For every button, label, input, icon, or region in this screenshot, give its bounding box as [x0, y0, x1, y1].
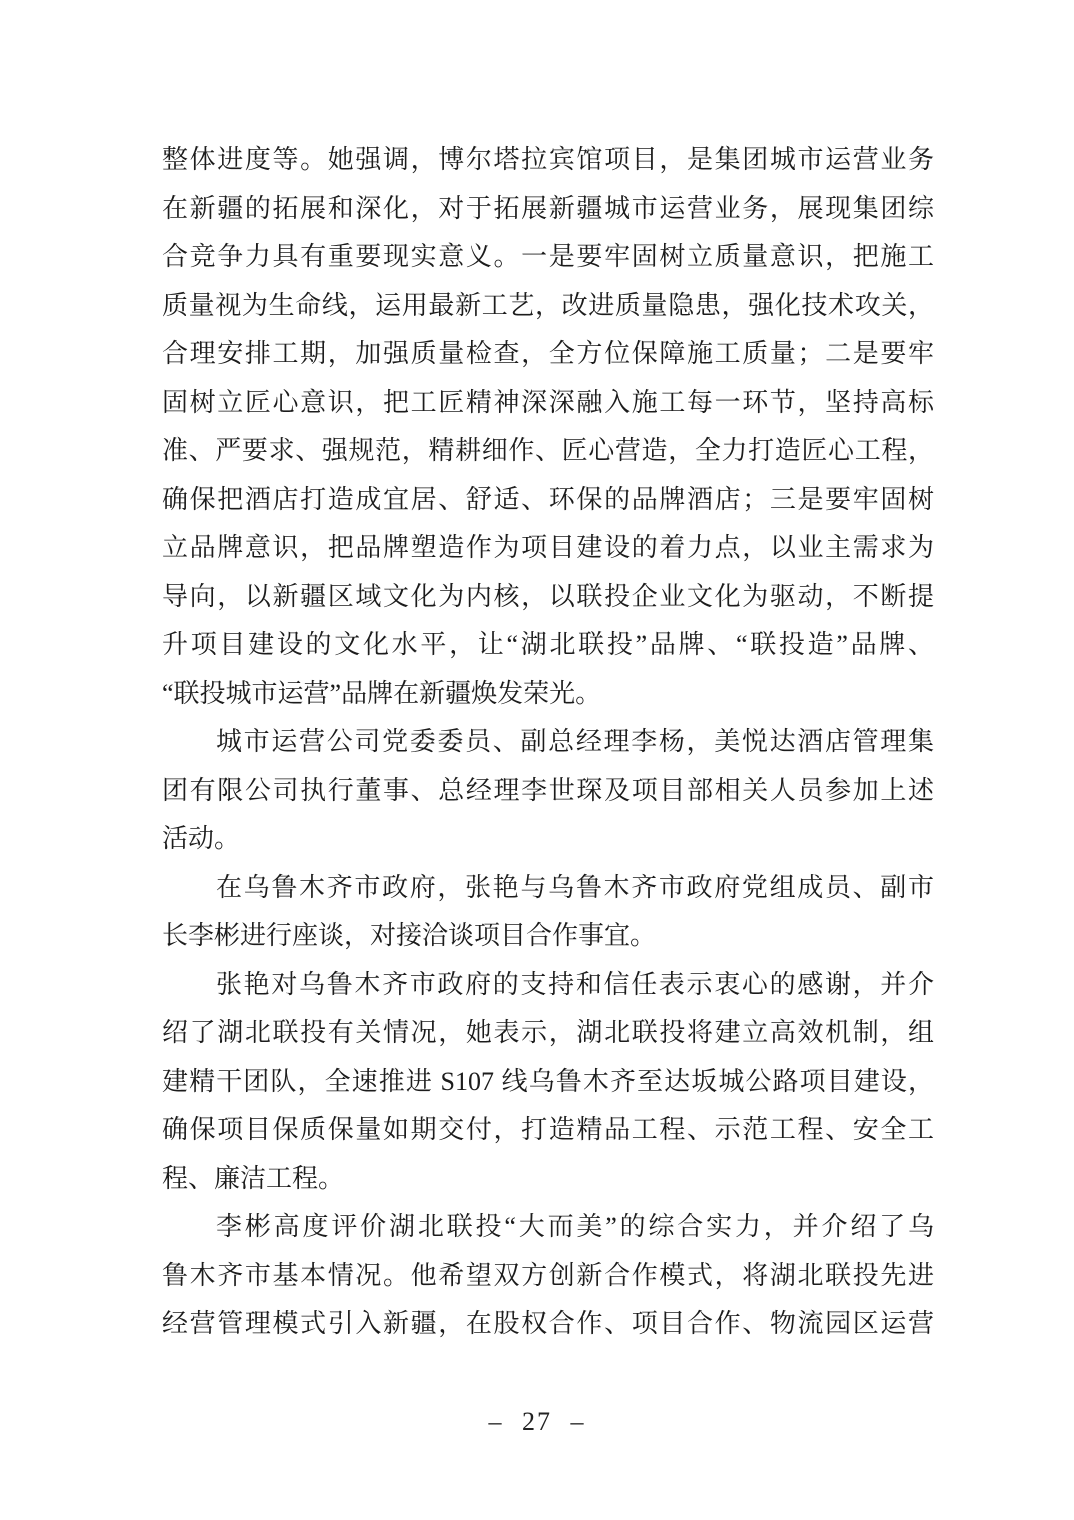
text-line: 团有限公司执行董事、总经理李世琛及项目部相关人员参加上述: [162, 775, 934, 805]
text-line: 固树立匠心意识，把工匠精神深深融入施工每一环节，坚持高标: [162, 387, 934, 417]
text-line: 合理安排工期，加强质量检查，全方位保障施工质量；二是要牢: [162, 339, 934, 368]
text-line: 鲁木齐市基本情况。他希望双方创新合作模式，将湖北联投先进: [162, 1260, 934, 1290]
text-line: 经营管理模式引入新疆，在股权合作、项目合作、物流园区运营: [162, 1309, 934, 1338]
text-line: 准、严要求、强规范，精耕细作、匠心营造，全力打造匠心工程，: [162, 436, 934, 465]
text-line: 活动。: [162, 824, 241, 853]
page-number: – 27 –: [488, 1407, 586, 1436]
text-line: 在乌鲁木齐市政府，张艳与乌鲁木齐市政府党组成员、副市: [216, 872, 934, 902]
document-text: [162, 136, 934, 1349]
text-line: 在新疆的拓展和深化，对于拓展新疆城市运营业务，展现集团综: [162, 193, 934, 223]
text-line: 确保项目保质保量如期交付，打造精品工程、示范工程、安全工: [162, 1115, 934, 1144]
text-line: 程、廉洁工程。: [162, 1163, 345, 1193]
text-line: 整体进度等。她强调，博尔塔拉宾馆项目，是集团城市运营业务: [162, 145, 934, 174]
text-line: 李彬高度评价湖北联投“大而美”的综合实力，并介绍了乌: [216, 1212, 934, 1241]
text-line: 长李彬进行座谈，对接洽谈项目合作事宜。: [162, 921, 657, 950]
text-line: 确保把酒店打造成宜居、舒适、环保的品牌酒店；三是要牢固树: [162, 484, 934, 514]
text-line: 建精干团队，全速推进 S107 线乌鲁木齐至达坂城公路项目建设，: [162, 1066, 934, 1096]
text-line: 立品牌意识，把品牌塑造作为项目建设的着力点，以业主需求为: [162, 533, 934, 562]
text-line: 导向，以新疆区域文化为内核，以联投企业文化为驱动，不断提: [162, 581, 934, 611]
text-line: 张艳对乌鲁木齐市政府的支持和信任表示衷心的感谢，并介: [216, 969, 934, 999]
text-line: 升项目建设的文化水平，让“湖北联投”品牌、“联投造”品牌、: [162, 630, 934, 659]
text-line: “联投城市运营”品牌在新疆焕发荣光。: [162, 678, 602, 708]
text-line: 绍了湖北联投有关情况，她表示，湖北联投将建立高效机制，组: [162, 1018, 934, 1047]
text-line: 质量视为生命线，运用最新工艺，改进质量隐患，强化技术攻关，: [162, 290, 934, 320]
text-line: 合竞争力具有重要现实意义。一是要牢固树立质量意识，把施工: [162, 242, 934, 271]
text-line: 城市运营公司党委委员、副总经理李杨，美悦达酒店管理集: [216, 727, 934, 756]
